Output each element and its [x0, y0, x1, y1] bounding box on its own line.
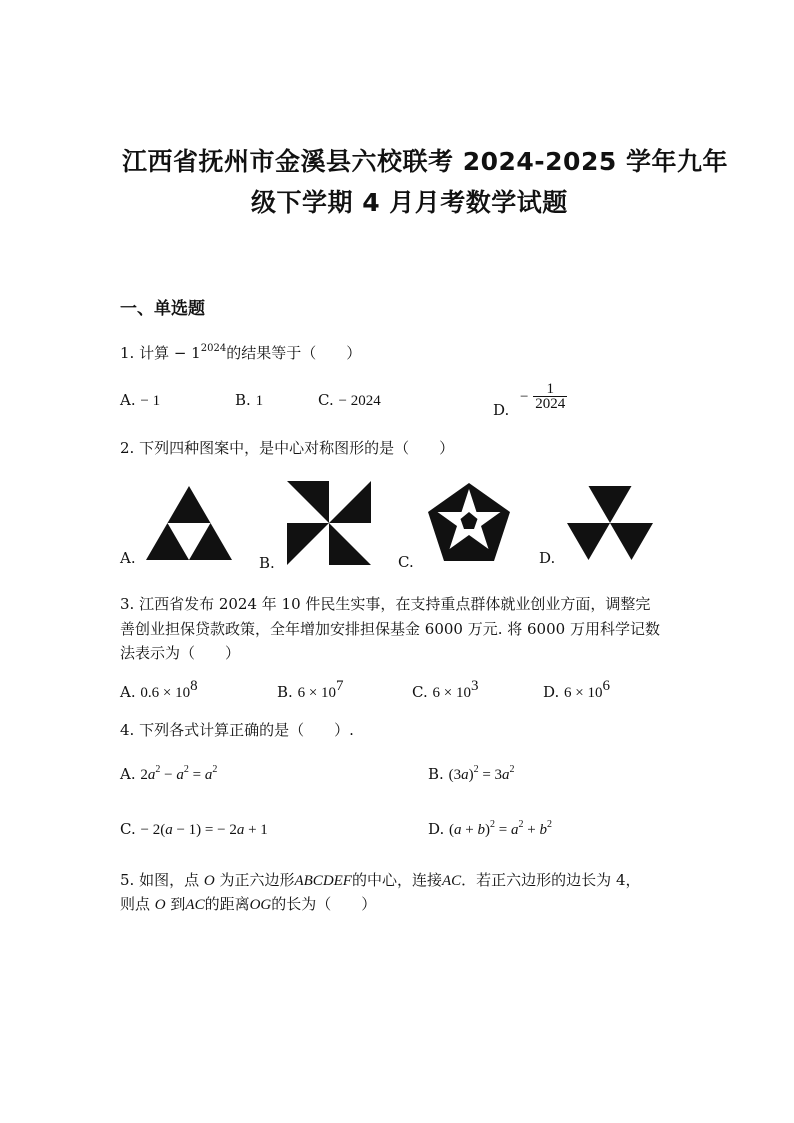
question-3-line-1: 3. 江西省发布 2024 年 10 件民生实事，在支持重点群体就业创业方面，调整完	[120, 595, 651, 613]
q2-figure-d-three-triangles[interactable]	[567, 486, 653, 560]
q2-figure-a-triangles[interactable]	[146, 486, 232, 560]
question-3-line-3: 法表示为（ ）	[120, 644, 241, 662]
q1-exponent: 2024	[200, 343, 227, 354]
q1-option-c[interactable]: C. − 2024	[318, 391, 381, 409]
q4-option-a[interactable]: A. $2a^2 - a^2 = a^2$	[120, 764, 218, 783]
q3-option-c[interactable]: C. $6 \times 10^3$	[412, 678, 479, 701]
q4-option-a-formula: $2a^2 - a^2 = a^2$	[140, 764, 218, 783]
q1-option-d-fraction: $\frac{1}{2024}$	[535, 381, 566, 412]
question-1-text	[120, 342, 361, 363]
q1-suffix: 的结果等于（ ）	[226, 344, 362, 362]
q1-option-b[interactable]: B. 1	[235, 391, 264, 409]
q4-option-b[interactable]: B. $(3a)^2 = 3a^2$	[428, 764, 515, 783]
q3-option-d[interactable]: D. $6 \times 10^6$	[543, 678, 611, 701]
q1-option-a[interactable]: A. − 1	[120, 391, 161, 409]
question-3-line-2: 善创业担保贷款政策，全年增加安排担保基金 6000 万元. 将 6000 万用科学记数	[120, 620, 660, 638]
q2-figure-b-pinwheel[interactable]	[287, 481, 371, 565]
page-title-line-1: 江西省抚州市金溪县六校联考 2024-2025 学年九年	[122, 147, 728, 176]
q4-option-c-formula: − 2(a − 1) = − 2a + 1	[140, 822, 268, 838]
q3-option-b[interactable]: B. $6 \times 10^7$	[277, 678, 344, 701]
q4-option-b-formula: $(3a)^2 = 3a^2$	[448, 764, 515, 783]
q1-prefix: 1. 计算 − 1	[120, 344, 201, 362]
page-title-line-2: 级下学期 4 月月考数学试题	[251, 188, 568, 217]
question-2-text: 2. 下列四种图案中，是中心对称图形的是（ ）	[120, 439, 455, 457]
question-5-line-1: 5. 如图，点 O 为正六边形ABCDEF的中心，连接AC．若正六边形的边长为 4，	[120, 871, 641, 889]
section-heading-single-choice: 一、单选题	[120, 299, 205, 319]
question-5-line-2: 则点 O 到AC的距离OG的长为（ ）	[120, 895, 377, 913]
q4-option-d[interactable]: D. $(a + b)^2 = a^2 + b^2$	[428, 819, 552, 838]
q3-option-a[interactable]: A. $0.6 \times 10^8$	[120, 678, 198, 701]
question-4-text: 4. 下列各式计算正确的是（ ）.	[120, 721, 354, 739]
q2-option-b-label: B.	[259, 554, 275, 572]
q2-option-a-label: A.	[120, 549, 136, 567]
q2-option-c-label: C.	[398, 553, 414, 571]
q2-option-d-label: D.	[539, 549, 556, 567]
q2-figure-c-pentagon-star[interactable]	[426, 481, 512, 563]
q4-option-d-formula: $(a + b)^2 = a^2 + b^2$	[449, 819, 552, 838]
q1-option-d[interactable]: D. − $\frac{1}{2024}$	[493, 381, 566, 419]
q4-option-c[interactable]: C. − 2(a − 1) = − 2a + 1	[120, 820, 268, 838]
